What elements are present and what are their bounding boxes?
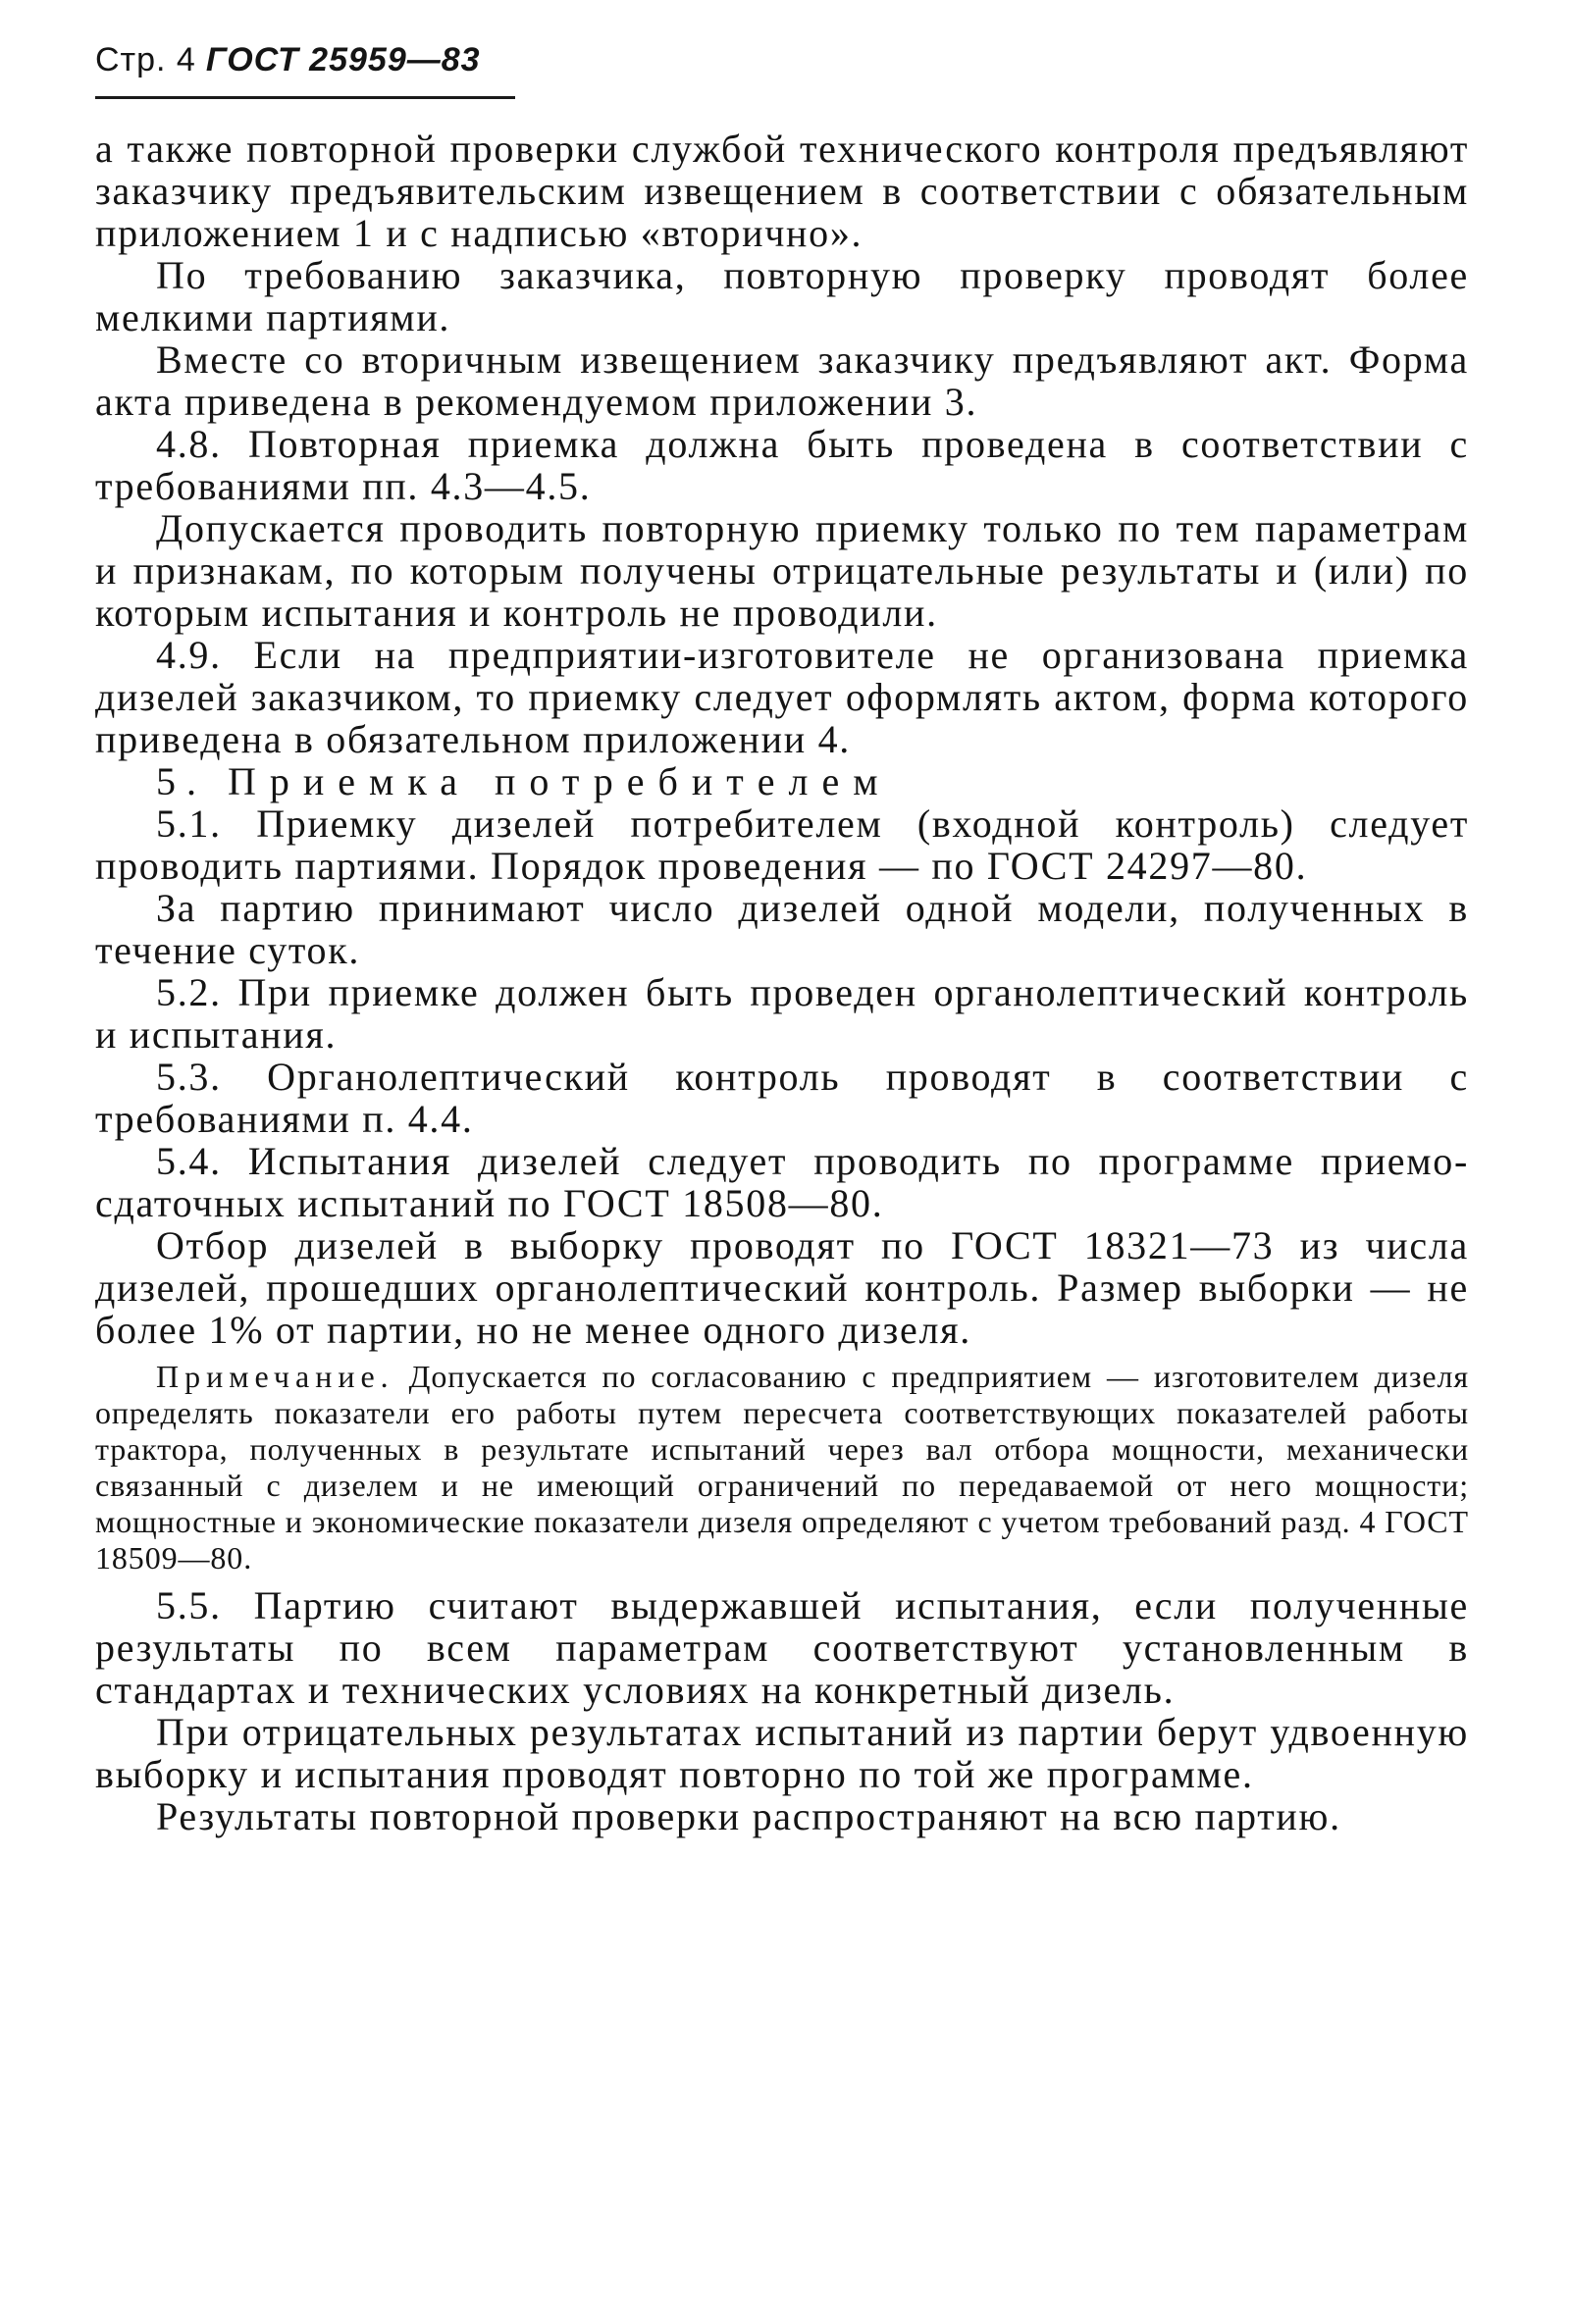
page-header bbox=[95, 43, 481, 77]
clause-4-8: 4.8. Повторная приемка должна быть проведена в соответствии с требованиями пп. 4.3—4.5. bbox=[95, 422, 1469, 508]
clause-5-5: 5.5. Партию считают выдержавшей испытания, если полученные результаты по всем параметрам соответствуют установленным в стандартах и технических условиях на конкретный дизель. bbox=[95, 1583, 1469, 1712]
standard-code: ГОСТ 25959—83 bbox=[205, 41, 481, 78]
paragraph: Отбор дизелей в выборку проводят по ГОСТ 18321—73 из числа дизелей, прошедших органолептический контроль. Размер выборки — не более 1% от партии, но не менее одного дизеля. bbox=[95, 1223, 1469, 1352]
paragraph: При отрицательных результатах испытаний из партии берут удвоенную выборку и испытания проводят повторно по той же программе. bbox=[95, 1710, 1469, 1796]
note-text: Допускается по согласованию с предприятием — изготовителем дизеля определять показатели его работы путем пересчета соответствующих показателей работы трактора, полученных в результате испытаний через вал отбора мощности, механически связанный с дизелем и не имеющий ограничений по передаваемой от него мощности; мощностные и экономические показатели дизеля определяют с учетом требований разд. 4 ГОСТ 18509—80. bbox=[95, 1359, 1470, 1575]
page-body bbox=[95, 128, 1469, 1837]
section-number: 5. bbox=[156, 759, 207, 803]
clause-5-2: 5.2. При приемке должен быть проведен органолептический контроль и испытания. bbox=[95, 970, 1469, 1057]
header-rule bbox=[95, 96, 515, 99]
section-5-heading bbox=[95, 760, 1469, 802]
section-title: Приемка потребителем bbox=[228, 759, 892, 803]
paragraph: По требованию заказчика, повторную проверку проводят более мелкими партиями. bbox=[95, 253, 1469, 339]
paragraph: а также повторной проверки службой технического контроля предъявляют заказчику предъявительским извещением в соответствии с обязательным приложением 1 и с надписью «вторично». bbox=[95, 127, 1469, 255]
note bbox=[95, 1359, 1469, 1576]
page-number: Стр. 4 bbox=[95, 41, 196, 78]
paragraph: Допускается проводить повторную приемку только по тем параметрам и признакам, по которым получены отрицательные результаты и (или) по которым испытания и контроль не проводили. bbox=[95, 506, 1469, 635]
clause-5-1: 5.1. Приемку дизелей потребителем (входной контроль) следует проводить партиями. Порядок проведения — по ГОСТ 24297—80. bbox=[95, 801, 1469, 888]
clause-5-4: 5.4. Испытания дизелей следует проводить по программе приемо-сдаточных испытаний по ГОСТ 18508—80. bbox=[95, 1139, 1469, 1225]
paragraph: Вместе со вторичным извещением заказчику предъявляют акт. Форма акта приведена в рекомендуемом приложении 3. bbox=[95, 337, 1469, 424]
clause-5-3: 5.3. Органолептический контроль проводят в соответствии с требованиями п. 4.4. bbox=[95, 1055, 1469, 1141]
paragraph: Результаты повторной проверки распространяют на всю партию. bbox=[156, 1794, 1341, 1838]
paragraph: За партию принимают число дизелей одной модели, полученных в течение суток. bbox=[95, 886, 1469, 972]
clause-4-9: 4.9. Если на предприятии-изготовителе не организована приемка дизелей заказчиком, то приемку следует оформлять актом, форма которого приведена в обязательном приложении 4. bbox=[95, 633, 1469, 761]
note-label: Примечание. bbox=[156, 1359, 394, 1394]
